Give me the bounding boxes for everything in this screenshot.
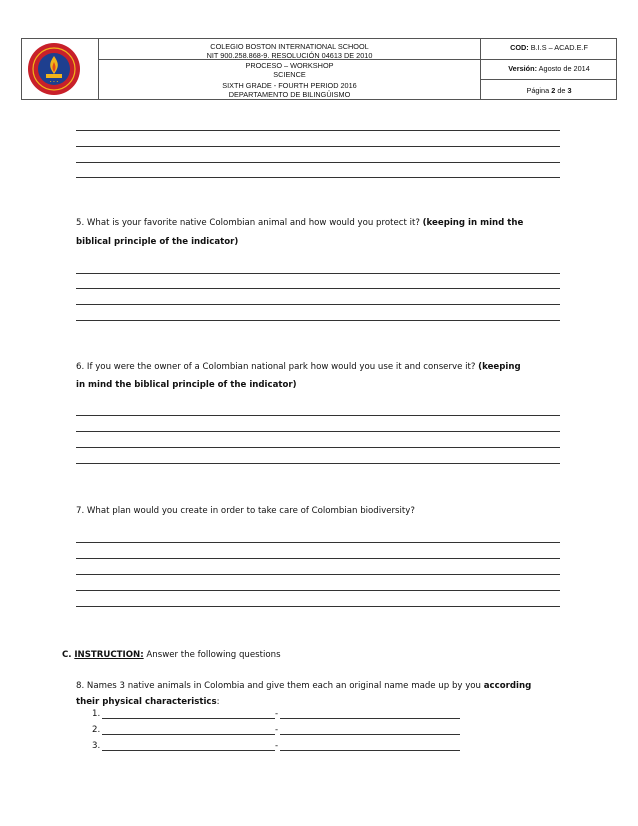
answer-line[interactable] [76, 320, 560, 321]
question-5: 5. What is your favorite native Colombian animal and how would you protect it? (keeping in mind the [76, 218, 524, 228]
item-number-1: 1. [92, 709, 101, 719]
answer-line[interactable] [76, 177, 560, 178]
question-5-continuation: biblical principle of the indicator) [76, 237, 239, 247]
item-separator: - [275, 741, 279, 751]
version-field: Versión: Agosto de 2014 [508, 64, 590, 73]
answer-line[interactable] [76, 447, 560, 448]
answer-line[interactable] [76, 130, 560, 131]
name-answer-line[interactable] [280, 750, 460, 751]
question-8-continuation: their physical characteristics: [76, 697, 220, 707]
item-number-2: 2. [92, 725, 101, 735]
question-6: 6. If you were the owner of a Colombian national park how would you use it and conserve it? (keeping [76, 362, 521, 372]
item-number-3: 3. [92, 741, 101, 751]
code-field: COD: B.I.S – ACAD.E.F [510, 43, 588, 52]
answer-line[interactable] [76, 606, 560, 607]
animal-answer-line[interactable] [102, 734, 275, 735]
name-answer-line[interactable] [280, 734, 460, 735]
question-7: 7. What plan would you create in order to take care of Colombian biodiversity? [76, 506, 415, 516]
grade-period: SIXTH GRADE - FOURTH PERIOD 2016 [222, 81, 357, 90]
answer-line[interactable] [76, 146, 560, 147]
answer-line[interactable] [76, 574, 560, 575]
school-nit: NIT 900.258.868-9. RESOLUCIÓN 04613 DE 2010 [206, 51, 373, 60]
name-answer-line[interactable] [280, 718, 460, 719]
svg-text:• • •: • • • [49, 80, 59, 84]
question-6-continuation: in mind the biblical principle of the indicator) [76, 380, 297, 390]
page-number: Página 2 de 3 [526, 86, 572, 95]
department: DEPARTAMENTO DE BILINGÜISMO [228, 90, 351, 99]
item-separator: - [275, 725, 279, 735]
answer-line[interactable] [76, 463, 560, 464]
logo-cell [22, 39, 99, 99]
answer-line[interactable] [76, 273, 560, 274]
subject-label: SCIENCE [273, 70, 306, 79]
answer-line[interactable] [76, 542, 560, 543]
question-8: 8. Names 3 native animals in Colombia and give them each an original name made up by you according [76, 681, 532, 691]
answer-line[interactable] [76, 590, 560, 591]
section-c-instruction: C. INSTRUCTION: Answer the following questions [62, 650, 281, 660]
answer-line[interactable] [76, 431, 560, 432]
answer-line[interactable] [76, 558, 560, 559]
school-logo [27, 42, 81, 96]
answer-line[interactable] [76, 288, 560, 289]
document-header [21, 38, 617, 100]
animal-answer-line[interactable] [102, 718, 275, 719]
answer-line[interactable] [76, 162, 560, 163]
answer-line[interactable] [76, 415, 560, 416]
animal-answer-line[interactable] [102, 750, 275, 751]
school-name: COLEGIO BOSTON INTERNATIONAL SCHOOL [210, 42, 369, 51]
item-separator: - [275, 709, 279, 719]
process-label: PROCESO – WORKSHOP [245, 61, 334, 70]
answer-line[interactable] [76, 304, 560, 305]
